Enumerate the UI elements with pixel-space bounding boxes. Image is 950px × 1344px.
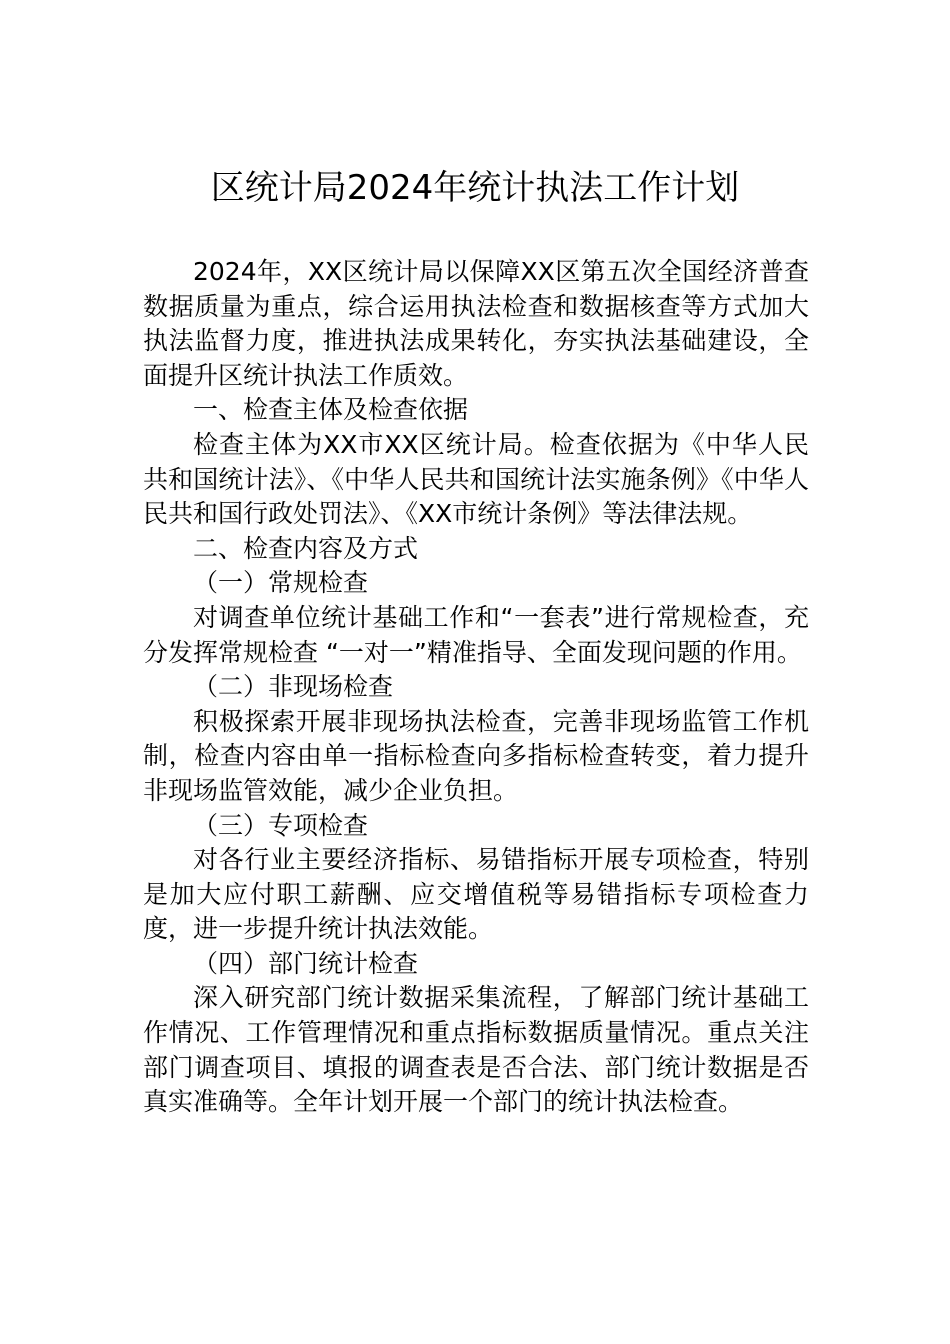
subsection-routine-paragraph: 对调查单位统计基础工作和“一套表”进行常规检查，充分发挥常规检查 “一对一”精准指导、全面发现问题的作用。 (143, 602, 809, 667)
page-title: 区统计局2024年统计执法工作计划 (210, 168, 740, 208)
subsection-department-paragraph: 深入研究部门统计数据采集流程，了解部门统计基础工作情况、工作管理情况和重点指标数据质量情况。重点关注部门调查项目、填报的调查表是否合法、部门统计数据是否真实准确等。全年计划开展一个部门的统计执法检查。 (143, 983, 809, 1117)
section-heading-2: 二、检查内容及方式 (193, 533, 419, 563)
subsection-offsite-paragraph: 积极探索开展非现场执法检查，完善非现场监管工作机制，检查内容由单一指标检查向多指标检查转变，着力提升非现场监管效能，减少企业负担。 (143, 706, 809, 805)
intro-paragraph: 2024年，XX区统计局以保障XX区第五次全国经济普查数据质量为重点，综合运用执法检查和数据核查等方式加大执法监督力度，推进执法成果转化，夯实执法基础建设，全面提升区统计执法工作质效。 (143, 257, 809, 390)
subsection-special-paragraph: 对各行业主要经济指标、易错指标开展专项检查，特别是加大应付职工薪酬、应交增值税等易错指标专项检查力度，进一步提升统计执法效能。 (143, 845, 809, 944)
document-body (143, 255, 809, 1120)
subsection-heading-special: （三）专项检查 (193, 810, 369, 840)
section-heading-1: 一、检查主体及检查依据 (193, 395, 469, 425)
subsection-heading-department: （四）部门统计检查 (193, 948, 419, 978)
subsection-heading-routine: （一）常规检查 (193, 568, 369, 598)
section-1-paragraph: 检查主体为XX市XX区统计局。检查依据为《中华人民共和国统计法》、《中华人民共和国统计法实施条例》《中华人民共和国行政处罚法》、《XX市统计条例》等法律法规。 (143, 429, 809, 529)
subsection-heading-offsite: （二）非现场检查 (193, 672, 394, 702)
